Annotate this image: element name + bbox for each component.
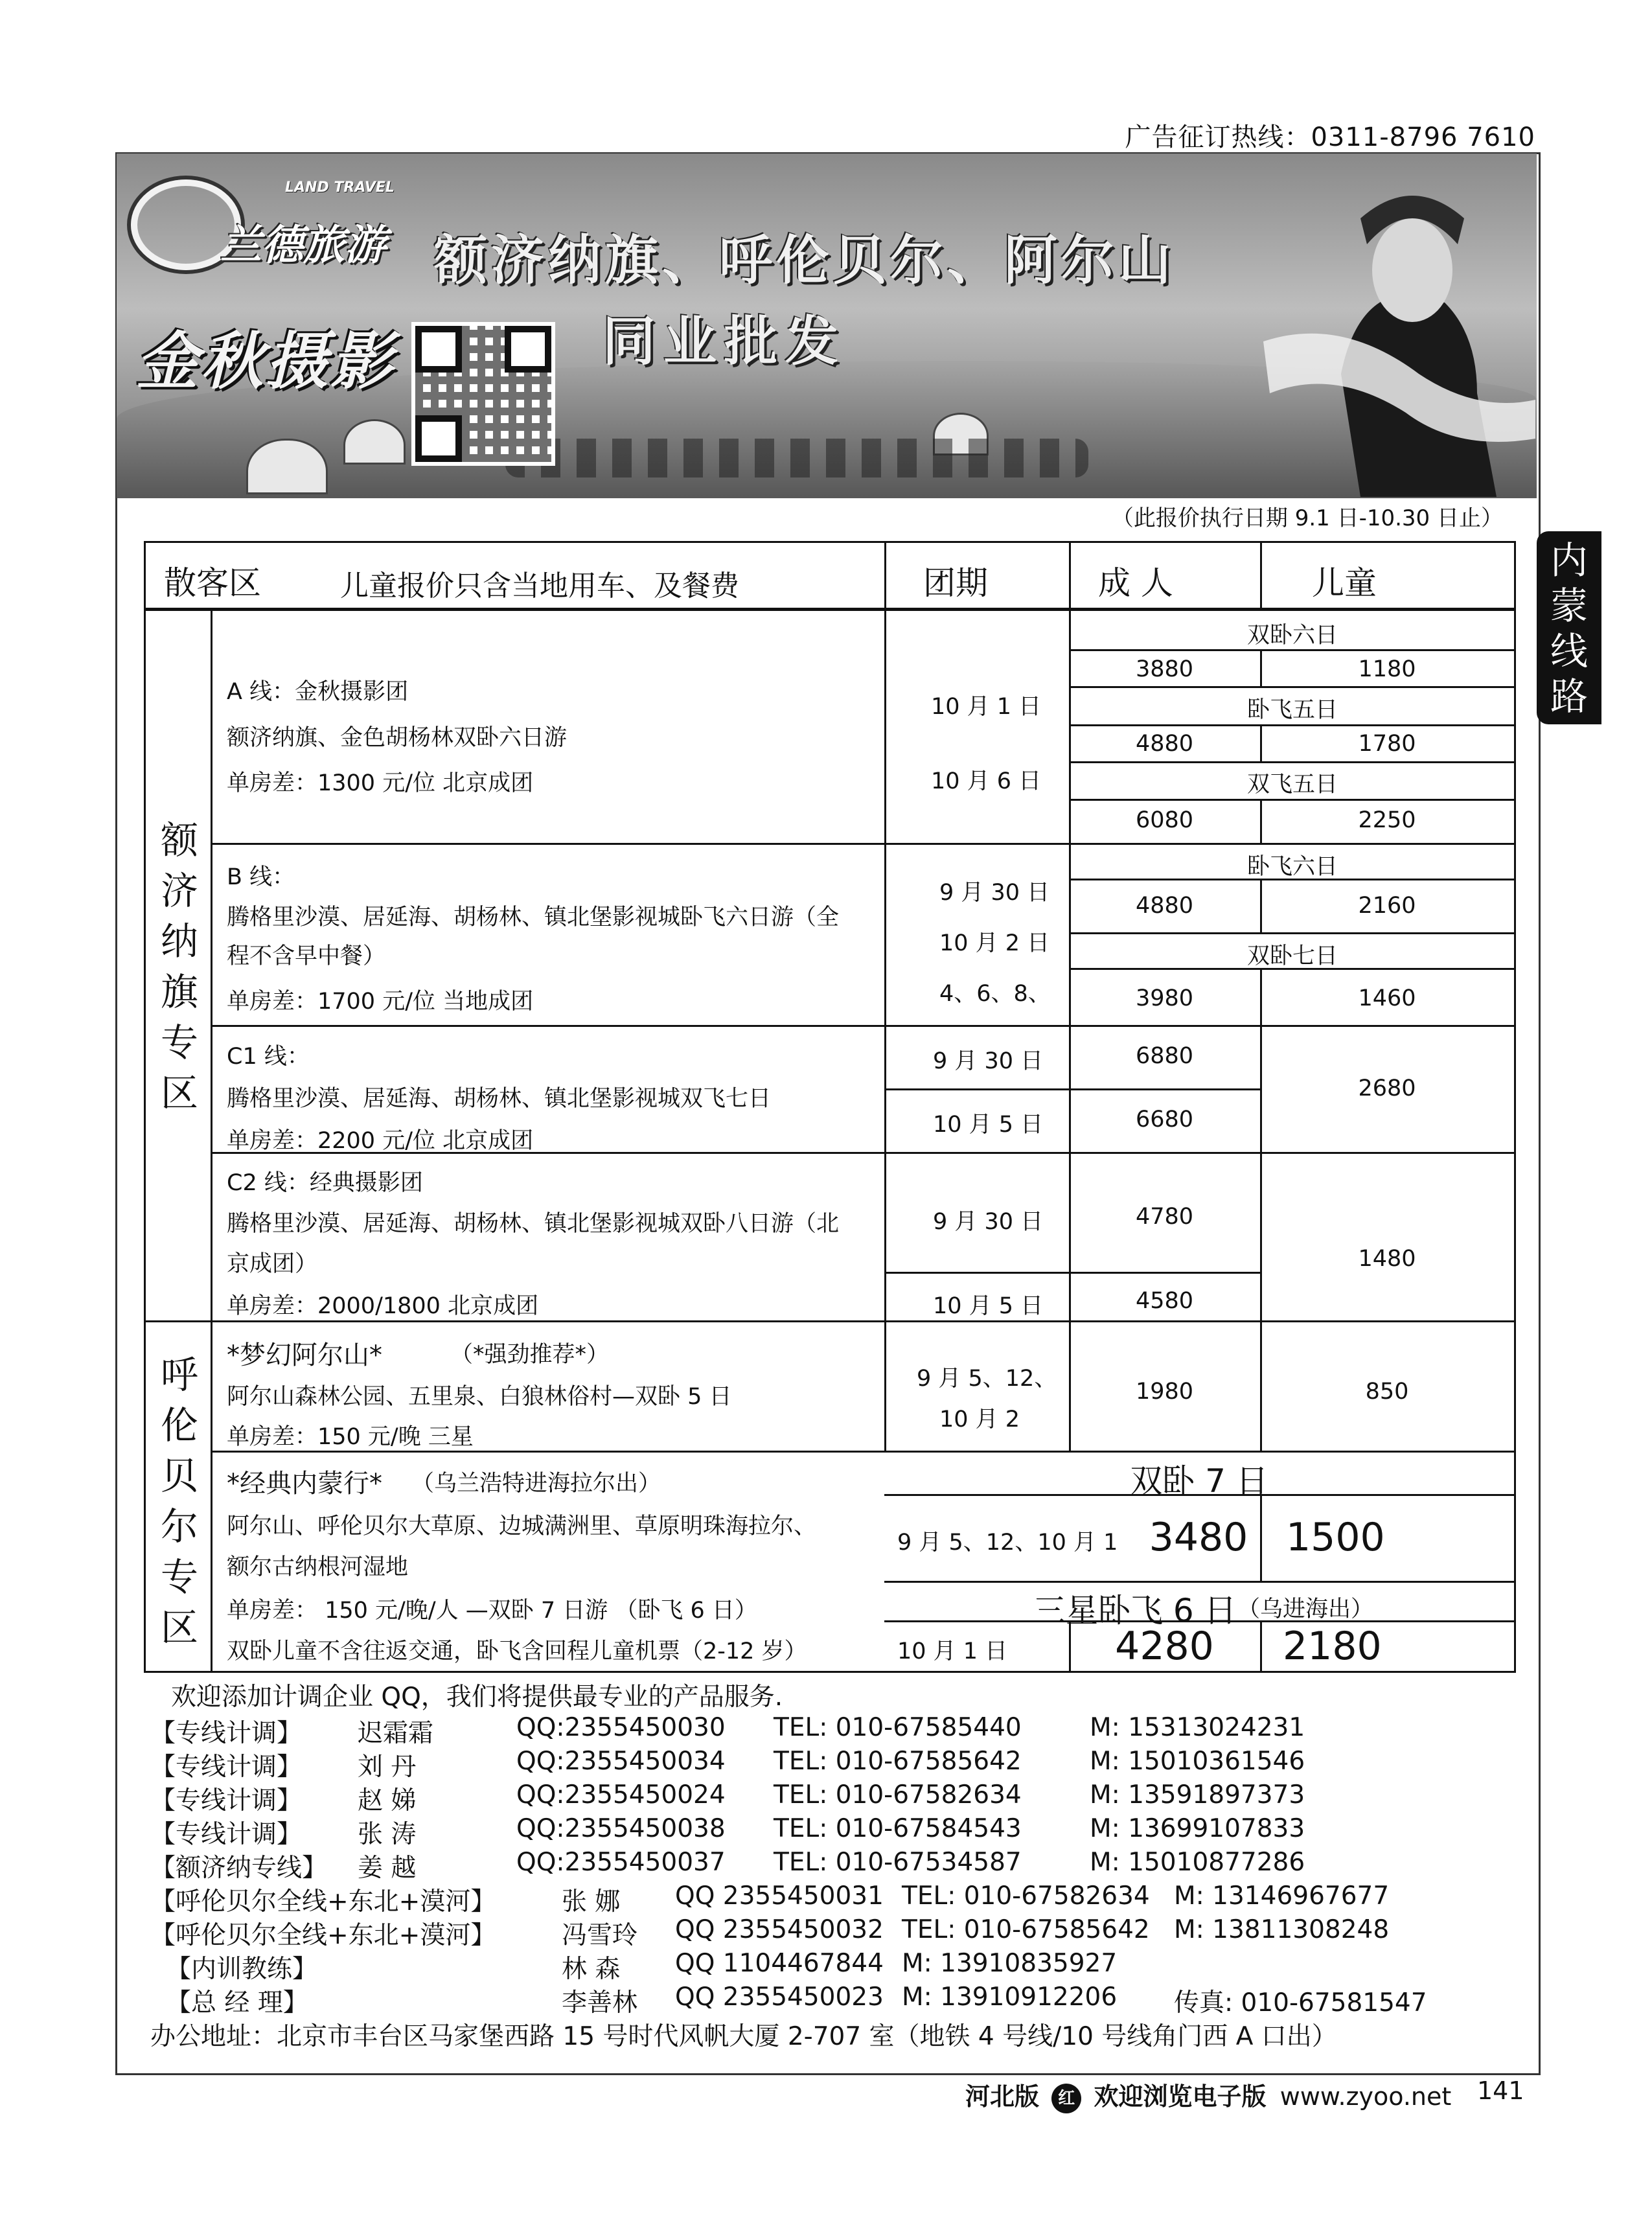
row-classic-child-note: 双卧儿童不含往返交通，卧飞含回程儿童机票（2-12 岁） [227,1638,807,1664]
row-b-route: 程不含早中餐） [227,943,386,969]
side-tab-char: 蒙 [1550,584,1588,628]
contact-role: 【内训教练】 [166,1955,318,1984]
row-c1-date: 10 月 5 日 [933,1112,1044,1138]
footer-edition: 河北版 [965,2082,1040,2111]
contact-qq[interactable]: QQ:2355450030 [516,1713,726,1742]
row-a-child-price: 2250 [1358,807,1416,833]
footer-url-link[interactable]: www.zyoo.net [1279,2082,1452,2111]
row-classic-child-price: 2180 [1283,1624,1382,1669]
row-classic-single-room: 单房差： 150 元/晚/人 —双卧 7 日游 （卧飞 6 日） [227,1598,757,1624]
row-a-sub-title: 双飞五日 [1246,772,1338,798]
row-c2-adult-price: 4780 [1135,1204,1194,1230]
contact-name: 迟霜霜 [358,1719,434,1748]
row-arxan-date: 10 月 2 [939,1407,1020,1432]
banner-subheadline: 同业批发 [602,310,847,373]
row-a-adult-price: 3880 [1135,656,1194,682]
header-child: 儿童 [1312,564,1377,602]
contact-tel[interactable]: TEL: 010-67585440 [774,1713,1022,1742]
contact-qq[interactable]: QQ 2355450031 [675,1881,884,1911]
row-c2-route: 腾格里沙漠、居延海、胡杨林、镇北堡影视城双卧八日游（北 [227,1211,840,1237]
brand-logo-english: LAND TRAVEL [285,179,395,196]
footer [965,2076,1451,2113]
contact-mobile[interactable]: M: 13699107833 [1090,1814,1305,1843]
row-c2-date: 10 月 5 日 [933,1293,1044,1319]
row-a-adult-price: 4880 [1135,731,1194,757]
contact-role: 【呼伦贝尔全线+东北+漠河】 [150,1887,496,1916]
contact-name: 李善林 [562,1988,638,2018]
row-c1-date: 9 月 30 日 [933,1048,1044,1074]
contact-tel[interactable]: TEL: 010-67534587 [774,1848,1022,1877]
zone-label-ejina: 额 济 纳 旗 专 区 [160,818,198,1115]
mongolian-woman-photo [1263,179,1535,497]
row-classic-adult-price: 4280 [1115,1624,1214,1669]
contact-mobile[interactable]: M: 13910912206 [902,1983,1118,2012]
row-a-adult-price: 6080 [1135,807,1194,833]
horses-herd [505,439,1088,477]
banner-gold-autumn: 金秋摄影 [136,325,395,398]
row-classic-route: 阿尔山、呼伦贝尔大草原、边城满洲里、草原明珠海拉尔、 [227,1513,817,1539]
contact-tel[interactable]: TEL: 010-67582634 [902,1881,1150,1911]
row-arxan-adult-price: 1980 [1135,1379,1194,1405]
row-c2-route: 京成团） [227,1251,318,1277]
contact-role: 【呼伦贝尔全线+东北+漠河】 [150,1921,496,1950]
yurt-icon [246,439,328,494]
contact-name: 林 森 [562,1955,621,1984]
row-b-route: 腾格里沙漠、居延海、胡杨林、镇北堡影视城卧飞六日游（全 [227,904,840,930]
row-b-child-price: 1460 [1358,985,1416,1011]
contact-welcome: 欢迎添加计调企业 QQ，我们将提供最专业的产品服务. [171,1683,783,1712]
row-c2-adult-price: 4580 [1135,1288,1194,1314]
row-c1-single-room: 单房差：2200 元/位 北京成团 [227,1128,534,1154]
footer-browse: 欢迎浏览电子版 [1094,2082,1267,2111]
row-a-sub-title: 卧飞五日 [1246,697,1338,723]
row-arxan-route: 阿尔山森林公园、五里泉、白狼林俗村—双卧 5 日 [227,1384,732,1410]
ad-hotline: 广告征订热线：0311-8796 7610 [1125,122,1535,152]
contact-role: 【专线计调】 [150,1753,303,1782]
contact-qq[interactable]: QQ:2355450034 [516,1747,726,1776]
contact-role: 【额济纳专线】 [150,1854,328,1883]
row-c2-date: 9 月 30 日 [933,1209,1044,1235]
side-tab-char: 内 [1550,538,1588,582]
contact-fax[interactable]: 传真: 010-67581547 [1174,1988,1427,2018]
contact-tel[interactable]: TEL: 010-67585642 [774,1747,1022,1776]
header-adult: 成 人 [1098,564,1173,602]
row-b-title: B 线： [227,864,295,890]
row-arxan-date: 9 月 5、12、 [917,1366,1057,1392]
yurt-icon [343,419,406,465]
row-a-title: A 线：金秋摄影团 [227,679,409,705]
row-c1-child-price: 2680 [1358,1075,1416,1101]
row-c1-adult-price: 6880 [1135,1043,1194,1069]
row-arxan-recommend: （*强劲推荐*） [450,1342,610,1368]
contact-tel[interactable]: TEL: 010-67582634 [774,1780,1022,1810]
contact-qq[interactable]: QQ:2355450038 [516,1814,726,1843]
row-classic-title: *经典内蒙行* [227,1469,382,1499]
row-b-single-room: 单房差：1700 元/位 当地成团 [227,989,534,1015]
row-classic-sub-title: 三星卧飞 6 日 [1033,1592,1237,1629]
contact-name: 冯雪玲 [562,1921,638,1950]
contact-name: 刘 丹 [358,1753,417,1782]
contact-name: 赵 娣 [358,1786,417,1815]
contact-role: 【专线计调】 [150,1786,303,1815]
row-b-date: 10 月 2 日 [939,930,1050,956]
banner-headline: 额济纳旗、呼伦贝尔、阿尔山 [434,229,1176,292]
row-arxan-single-room: 单房差：150 元/晚 三星 [227,1424,474,1450]
contact-name: 张 娜 [562,1887,621,1916]
row-b-date: 4、6、8、 [939,981,1051,1007]
row-c1-title: C1 线： [227,1044,310,1070]
header-zone: 散客区 [164,564,261,602]
row-classic-note: （乌兰浩特进海拉尔出） [411,1471,661,1497]
row-a-child-price: 1180 [1358,656,1416,682]
row-classic-sub-note: （乌进海出） [1237,1596,1374,1622]
price-table [144,541,1516,1673]
contact-mobile[interactable]: M: 13910835927 [902,1949,1118,1978]
contact-tel[interactable]: TEL: 010-67585642 [902,1915,1150,1944]
header-dates: 团期 [923,564,988,602]
side-tab-char: 路 [1550,674,1588,719]
row-c2-single-room: 单房差：2000/1800 北京成团 [227,1293,539,1319]
contact-name: 姜 越 [358,1854,417,1883]
header-note: 儿童报价只含当地用车、及餐费 [340,569,739,603]
contact-qq[interactable]: QQ:2355450037 [516,1848,726,1877]
row-b-adult-price: 4880 [1135,893,1194,919]
contact-role: 【专线计调】 [150,1719,303,1748]
row-a-child-price: 1780 [1358,731,1416,757]
banner [117,154,1537,498]
contact-role: 【专线计调】 [150,1820,303,1849]
contact-mobile[interactable]: M: 15010877286 [1090,1848,1305,1877]
contact-mobile[interactable]: M: 13591897373 [1090,1780,1305,1810]
row-b-sub-title: 双卧七日 [1246,943,1338,969]
row-arxan-child-price: 850 [1365,1379,1409,1405]
row-a-sub-title: 双卧六日 [1246,623,1338,649]
row-c1-adult-price: 6680 [1135,1107,1194,1132]
validity-period: （此报价执行日期 9.1 日-10.30 日止） [1111,505,1503,531]
brand-badge-icon: 红 [1051,2084,1081,2113]
contact-qq[interactable]: QQ:2355450024 [516,1780,726,1810]
contact-mobile[interactable]: M: 13146967677 [1174,1881,1390,1911]
contact-qq[interactable]: QQ 1104467844 [675,1949,884,1978]
contact-mobile[interactable]: M: 13811308248 [1174,1915,1390,1944]
row-c2-title: C2 线：经典摄影团 [227,1170,423,1196]
row-b-child-price: 2160 [1358,893,1416,919]
side-tab-char: 线 [1550,629,1588,673]
contact-qq[interactable]: QQ 2355450032 [675,1915,884,1944]
contact-name: 张 涛 [358,1820,417,1849]
qr-code-icon[interactable] [411,322,555,466]
zone-label-hulunbuir: 呼 伦 贝 尔 专 区 [160,1353,198,1650]
office-address: 办公地址：北京市丰台区马家堡西路 15 号时代风帆大厦 2-707 室（地铁 4 号线/10 号线角门西 A 口出） [150,2022,1337,2051]
contact-role: 【总 经 理】 [166,1988,308,2018]
row-b-date: 9 月 30 日 [939,880,1050,906]
row-a-date: 10 月 1 日 [931,694,1042,720]
contact-mobile[interactable]: M: 15010361546 [1090,1747,1305,1776]
contact-qq[interactable]: QQ 2355450023 [675,1983,884,2012]
row-c2-child-price: 1480 [1358,1246,1416,1272]
contact-mobile[interactable]: M: 15313024231 [1090,1713,1305,1742]
brand-logo-text: 兰德旅游 [220,221,386,270]
row-classic-route: 额尔古纳根河湿地 [227,1554,409,1580]
row-b-sub-title: 卧飞六日 [1246,854,1338,880]
row-classic-date: 10 月 1 日 [897,1638,1008,1664]
row-a-route: 额济纳旗、金色胡杨林双卧六日游 [227,725,568,751]
row-a-date: 10 月 6 日 [931,768,1042,794]
row-c1-route: 腾格里沙漠、居延海、胡杨林、镇北堡影视城双飞七日 [227,1086,772,1112]
row-arxan-title: *梦幻阿尔山* [227,1340,382,1370]
section-tab-inner-mongolia[interactable] [1537,531,1601,724]
row-classic-sub-title: 双卧 7 日 [1130,1462,1268,1500]
row-a-single-room: 单房差：1300 元/位 北京成团 [227,770,534,796]
row-classic-date: 9 月 5、12、10 月 1 [897,1530,1118,1556]
row-classic-adult-price: 3480 [1149,1515,1248,1560]
row-classic-child-price: 1500 [1286,1515,1385,1560]
row-b-adult-price: 3980 [1135,985,1194,1011]
contact-tel[interactable]: TEL: 010-67584543 [774,1814,1022,1843]
page-number: 141 [1477,2076,1524,2105]
